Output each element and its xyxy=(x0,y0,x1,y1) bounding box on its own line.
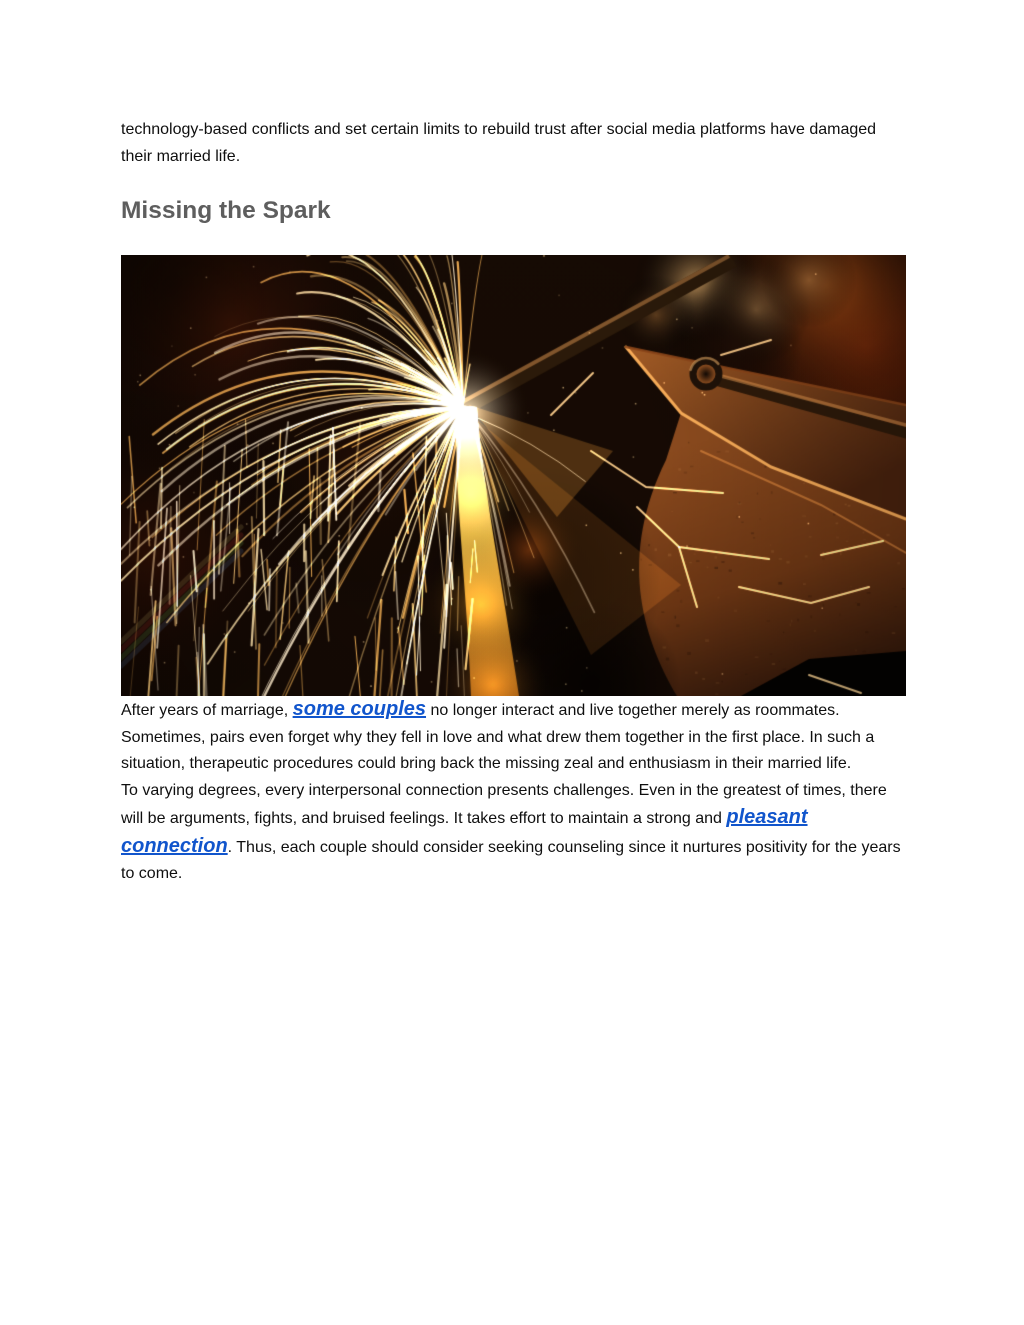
section-heading: Missing the Spark xyxy=(121,197,331,224)
paragraph-1-after: no longer interact and live together merely as roommates. Sometimes, pairs even forget why they fell in love and what drew them together in the first place. In such a situation, therapeutic procedures could bring back the missing zeal and enthusiasm in their married life. xyxy=(121,702,875,772)
paragraph-intro xyxy=(121,117,906,170)
paragraph-2-after: . Thus, each couple should consider seeking counseling since it nurtures positivity for the years to come. xyxy=(121,838,901,882)
paragraph-1 xyxy=(121,696,906,778)
paragraph-2 xyxy=(121,778,906,888)
document-page xyxy=(121,0,906,888)
link-some-couples[interactable]: some couples xyxy=(292,698,427,720)
paragraph-2-before: To varying degrees, every interpersonal connection presents challenges. Even in the greatest of times, there will be arguments, fights, and bruised feelings. It takes effort to maintain a strong and xyxy=(121,781,887,827)
paragraph-intro-text: technology-based conflicts and set certain limits to rebuild trust after social media platforms have damaged their married life. xyxy=(121,121,877,165)
sparks-anvil-image xyxy=(121,255,906,696)
link-pleasant-connection[interactable]: pleasant connection xyxy=(121,806,808,857)
article-image xyxy=(121,255,906,696)
paragraph-1-before: After years of marriage, xyxy=(121,702,293,719)
